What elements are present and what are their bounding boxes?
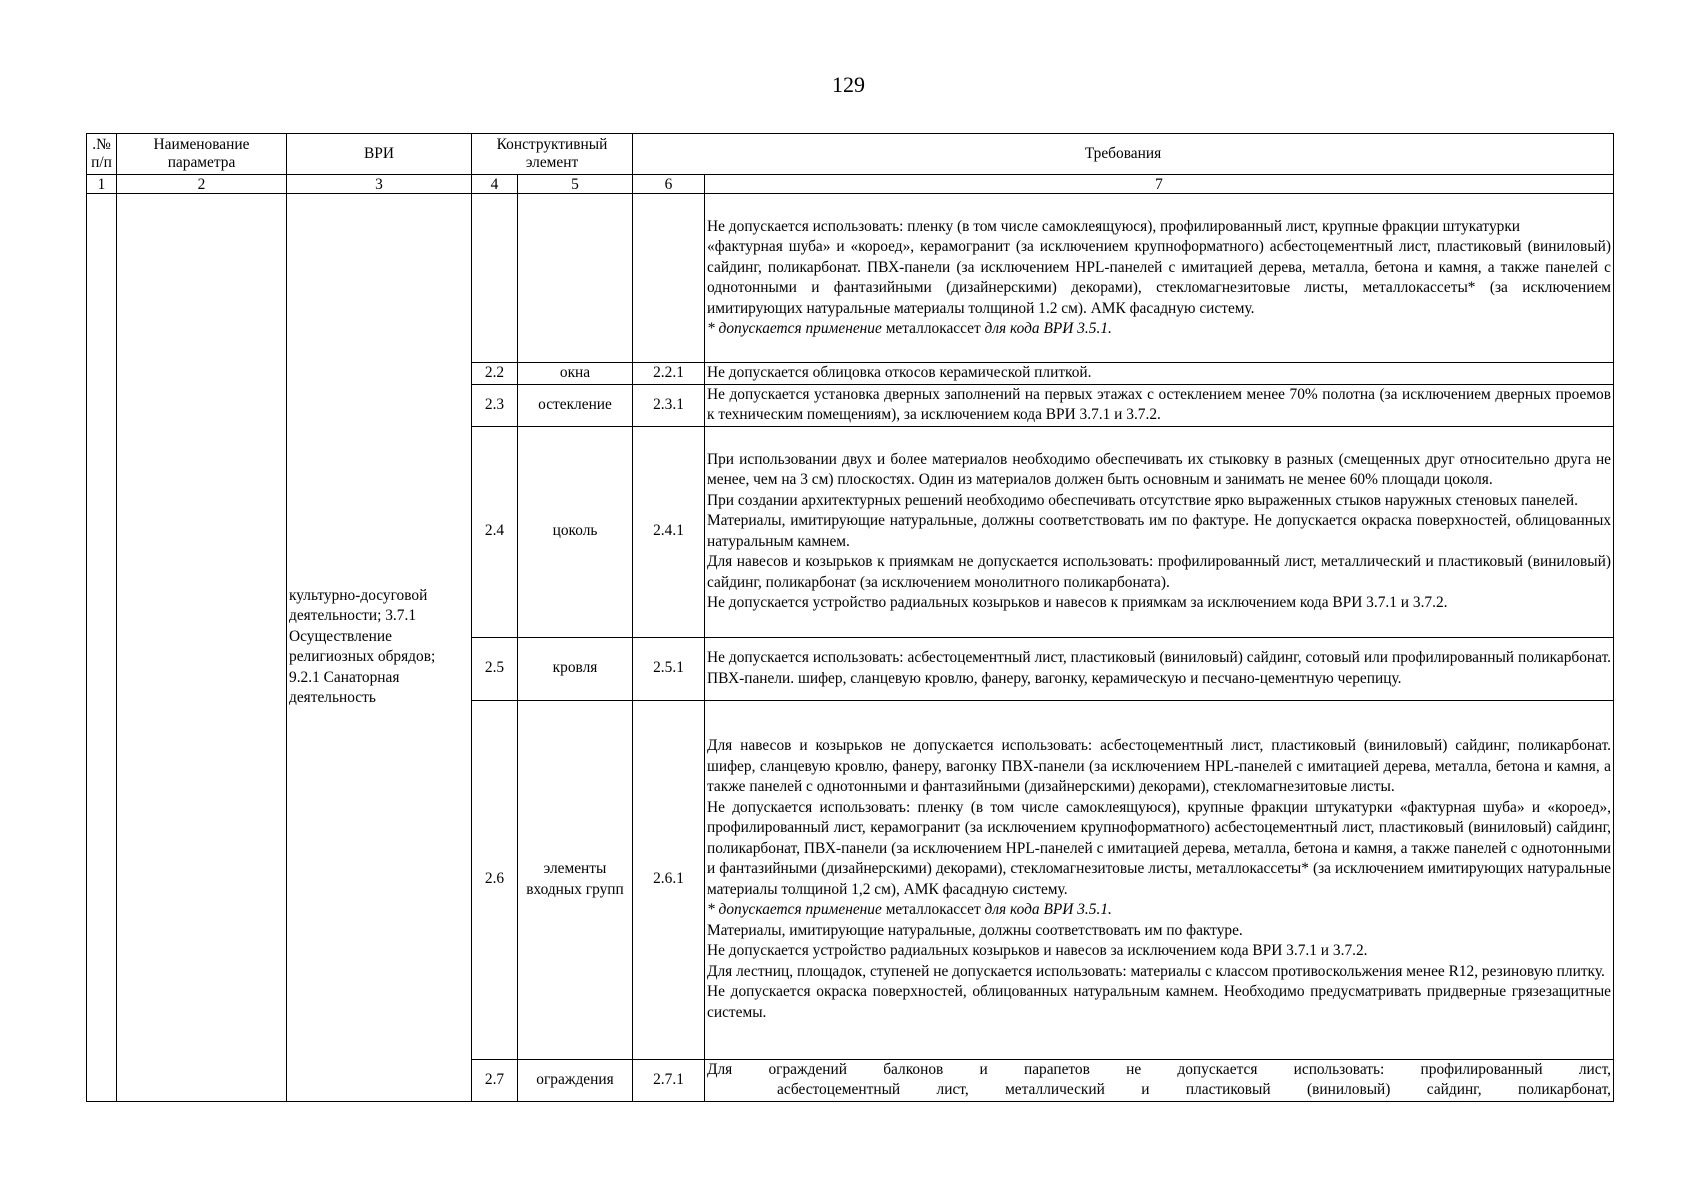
element-name: ограждения bbox=[518, 1059, 633, 1101]
requirement-text bbox=[705, 637, 1614, 700]
element-number: 2.4 bbox=[472, 426, 518, 637]
header-structural-element: Конструктивный элемент bbox=[472, 134, 633, 175]
requirement-paragraph: Не допускается использовать: асбестоцементный лист, пластиковый (виниловый) сайдинг, сотовый или профилированный поликарбонат. ПВХ-панели. шифер, сланцевую кровлю, фанеру, вагонку, керамическую и песчано-цементную черепицу. bbox=[707, 649, 1612, 687]
header-row bbox=[87, 134, 1614, 175]
element-number: 2.6 bbox=[472, 700, 518, 1059]
column-numbers-row bbox=[87, 175, 1614, 194]
header-number: .№ п/п bbox=[87, 134, 117, 175]
requirement-paragraph: При создании архитектурных решений необходимо обеспечивать отсутствие ярко выраженных стыков наружных стеновых панелей. bbox=[707, 491, 1578, 509]
element-number: 2.2 bbox=[472, 363, 518, 385]
requirement-code: 2.3.1 bbox=[633, 384, 705, 426]
requirement-paragraph: Не допускается установка дверных заполнений на первых этажах с остеклением менее 70% полотна (за исключением дверных проемов к техническим помещениям), за исключением кода ВРИ 3.7.1 и 3.7.2. bbox=[707, 385, 1612, 423]
requirement-code: 2.4.1 bbox=[633, 426, 705, 637]
element-name: кровля bbox=[518, 637, 633, 700]
requirement-paragraph: Для лестниц, площадок, ступеней не допускается использовать: материалы с классом противоскольжения менее R12, резиновую плитку. bbox=[707, 962, 1605, 980]
column-number: 2 bbox=[117, 175, 287, 194]
requirement-paragraph: «фактурная шуба» и «короед», керамогранит (за исключением крупноформатного) асбестоцементный лист, пластиковый (виниловый) сайдинг, поликарбонат. ПВХ-панели (за исключением HPL-панелей с имитацией дерева, металла, бетона и камня, а также панелей с однотонными и фантазийными (дизайнерскими) декорами), стекломагнезитовые листы, металлокассеты* (за исключением имитирующих натуральные материалы толщиной 1.2 см). АМК фасадную систему. bbox=[707, 238, 1612, 317]
page-number: 129 bbox=[832, 72, 865, 97]
requirement-paragraph: При использовании двух и более материалов необходимо обеспечивать их стыковку в разных (смещенных друг относительно друга не менее, чем на 3 см) плоскостях. Один из материалов должен быть основным и занимать не менее 60% площади цоколя. bbox=[707, 450, 1612, 488]
element-name bbox=[518, 194, 633, 363]
requirement-code: 2.5.1 bbox=[633, 637, 705, 700]
element-number: 2.7 bbox=[472, 1059, 518, 1101]
requirement-paragraph: Материалы, имитирующие натуральные, должны соответствовать им по фактуре. bbox=[707, 921, 1243, 939]
requirement-text bbox=[705, 700, 1614, 1059]
element-name: цоколь bbox=[518, 426, 633, 637]
requirement-note: * допускается применение металлокассет для кода ВРИ 3.5.1. bbox=[707, 901, 1112, 918]
requirement-note: * допускается применение металлокассет для кода ВРИ 3.5.1. bbox=[707, 320, 1112, 337]
requirement-text bbox=[705, 384, 1614, 426]
column-number: 1 bbox=[87, 175, 117, 194]
requirement-paragraph: Не допускается облицовка откосов керамической плиткой. bbox=[707, 364, 1092, 381]
requirement-paragraph: Не допускается использовать: пленку (в том числе самоклеящуюся), профилированный лист, крупные фракции штукатурки bbox=[707, 217, 1521, 235]
header-parameter-name: Наименование параметра bbox=[117, 134, 287, 175]
element-name: остекление bbox=[518, 384, 633, 426]
element-number bbox=[472, 194, 518, 363]
parameter-name-cell bbox=[117, 194, 287, 1102]
requirement-paragraph: Материалы, имитирующие натуральные, должны соответствовать им по фактуре. Не допускается окраска поверхностей, облицованных натуральным камнем. bbox=[707, 512, 1612, 550]
requirement-code: 2.2.1 bbox=[633, 363, 705, 385]
requirement-code: 2.6.1 bbox=[633, 700, 705, 1059]
requirement-code bbox=[633, 194, 705, 363]
number-cell bbox=[87, 194, 117, 1102]
element-number: 2.3 bbox=[472, 384, 518, 426]
requirement-text bbox=[705, 194, 1614, 363]
column-number: 3 bbox=[287, 175, 472, 194]
table-row bbox=[87, 194, 1614, 363]
header-requirements: Требования bbox=[633, 134, 1614, 175]
requirement-code: 2.7.1 bbox=[633, 1059, 705, 1101]
header-vri: ВРИ bbox=[287, 134, 472, 175]
requirement-paragraph: Не допускается устройство радиальных козырьков и навесов к приямкам за исключением кода ВРИ 3.7.1 и 3.7.2. bbox=[707, 594, 1448, 611]
column-number: 7 bbox=[705, 175, 1614, 194]
element-name: окна bbox=[518, 363, 633, 385]
requirement-paragraph: Для навесов и козырьков к приямкам не допускается использовать: профилированный лист, металлический и пластиковый (виниловый) сайдинг, поликарбонат (за исключением монолитного поликарбоната). bbox=[707, 553, 1612, 591]
element-number: 2.5 bbox=[472, 637, 518, 700]
requirement-text bbox=[705, 363, 1614, 385]
element-name: элементы входных групп bbox=[518, 700, 633, 1059]
requirement-paragraph: Для навесов и козырьков не допускается использовать: асбестоцементный лист, пластиковый (виниловый) сайдинг, поликарбонат. шифер, сланцевую кровлю, фанеру, вагонку ПВХ-панели (за исключением HPL-панелей с имитацией дерева, металла, бетона и камня, а также панелей с однотонными и фантазийными (дизайнерскими) декорами), стекломагнезитовые листы. bbox=[707, 737, 1612, 795]
requirement-paragraph: Для ограждений балконов и парапетов не допускается использовать: профилированный лист, bbox=[707, 1060, 1612, 1078]
requirement-paragraph: Не допускается устройство радиальных козырьков и навесов за исключением кода ВРИ 3.7.1 и 3.7.2. bbox=[707, 942, 1368, 959]
requirement-text bbox=[705, 1059, 1614, 1101]
column-number: 6 bbox=[633, 175, 705, 194]
requirement-paragraph: Не допускается использовать: пленку (в том числе самоклеящуюся), крупные фракции штукатурки «фактурная шуба» и «короед», профилированный лист, керамогранит (за исключением крупноформатного) асбестоцементный лист, пластиковый (виниловый) сайдинг, поликарбонат, ПВХ-панели (за исключением HPL-панелей с имитацией дерева, металла, бетона и камня, а также панелей с однотонными и фантазийными (дизайнерскими) декорами), стекломагнезитовые листы, металлокассеты* (за исключением имитирующих натуральные материалы толщиной 1,2 см), АМК фасадную систему. bbox=[707, 798, 1612, 898]
column-number: 4 bbox=[472, 175, 518, 194]
requirements-table bbox=[86, 133, 1614, 1102]
requirement-text bbox=[705, 426, 1614, 637]
vri-cell: культурно-досуговой деятельности; 3.7.1 Осуществление религиозных обрядов; 9.2.1 Санаторная деятельность bbox=[287, 194, 472, 1102]
requirement-paragraph: асбестоцементный лист, металлический и пластиковый (виниловый) сайдинг, поликарбонат, bbox=[777, 1081, 1612, 1098]
column-number: 5 bbox=[518, 175, 633, 194]
requirement-paragraph: Не допускается окраска поверхностей, облицованных натуральным камнем. Необходимо предусматривать придверные грязезащитные системы. bbox=[707, 983, 1612, 1021]
